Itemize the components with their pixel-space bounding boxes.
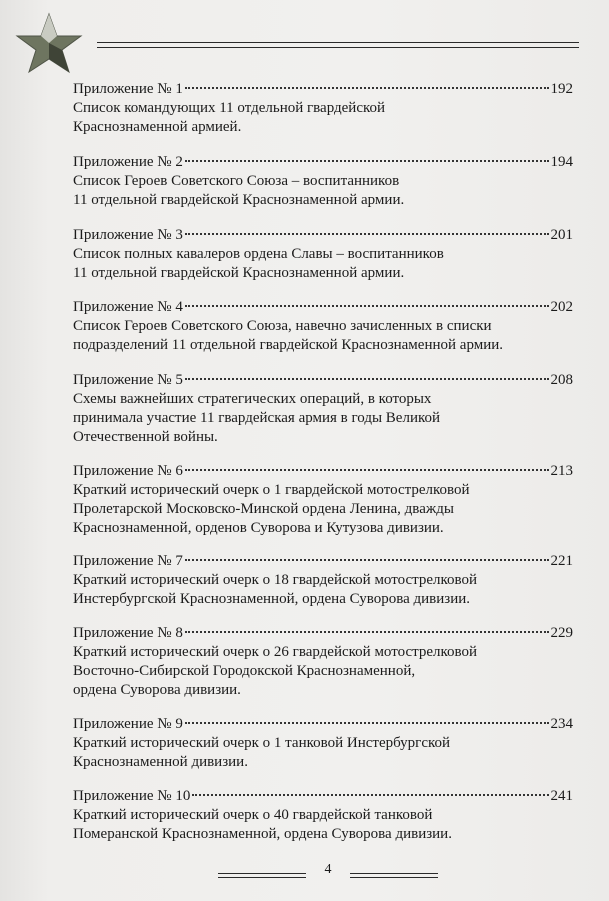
entry-description-line: принимала участие 11 гвардейская армия в годы Великой: [73, 410, 441, 426]
entry-page-number: 192: [550, 81, 573, 97]
contents-entry: [73, 298, 573, 355]
entry-description-line: Краснознаменной дивизии.: [73, 754, 248, 770]
entry-label: Приложение № 3: [73, 227, 183, 243]
dot-leader: [185, 722, 549, 724]
entry-page-number: 221: [550, 553, 573, 569]
dot-leader: [185, 87, 549, 89]
dot-leader: [185, 160, 549, 162]
page-number: 4: [324, 862, 332, 877]
entry-description-line: Краснознаменной армией.: [73, 119, 242, 135]
entry-label: Приложение № 2: [73, 154, 183, 170]
dot-leader: [185, 305, 549, 307]
dot-leader: [185, 469, 549, 471]
dot-leader: [192, 794, 548, 796]
footer-rule-right: [350, 873, 438, 878]
entry-description-line: Инстербургской Краснознаменной, ордена Суворова дивизии.: [73, 591, 471, 607]
entry-description-line: Краткий исторический очерк о 18 гвардейской мотострелковой: [73, 572, 478, 588]
entry-page-number: 241: [550, 788, 573, 804]
entry-description-line: Список Героев Советского Союза, навечно зачисленных в списки: [73, 318, 492, 334]
entry-label: Приложение № 6: [73, 463, 183, 479]
entry-description-line: 11 отдельной гвардейской Краснознаменной армии.: [73, 192, 405, 208]
entry-description-line: Краткий исторический очерк о 26 гвардейской мотострелковой: [73, 644, 478, 660]
entry-description-line: Краснознаменной, орденов Суворова и Кутузова дивизии.: [73, 520, 444, 536]
entry-description-line: Восточно-Сибирской Городокской Краснознаменной,: [73, 663, 416, 679]
contents-entry: [73, 462, 573, 538]
contents-entry: [73, 552, 573, 609]
entry-description-line: Список полных кавалеров ордена Славы – воспитанников: [73, 246, 444, 262]
entry-description-line: Список командующих 11 отдельной гвардейской: [73, 100, 386, 116]
entry-label: Приложение № 7: [73, 553, 183, 569]
contents-entry: [73, 226, 573, 283]
entry-description-line: 11 отдельной гвардейской Краснознаменной армии.: [73, 265, 405, 281]
entry-description-line: Схемы важнейших стратегических операций, в которых: [73, 391, 432, 407]
entry-label: Приложение № 5: [73, 372, 183, 388]
entry-page-number: 234: [550, 716, 573, 732]
dot-leader: [185, 559, 549, 561]
contents-entry: [73, 715, 573, 772]
contents-entry: [73, 787, 573, 844]
entry-label: Приложение № 10: [73, 788, 191, 804]
entry-page-number: 201: [550, 227, 573, 243]
entry-description-line: Отечественной войны.: [73, 429, 218, 445]
entry-label: Приложение № 8: [73, 625, 183, 641]
entry-description-line: подразделений 11 отдельной гвардейской Краснознаменной армии.: [73, 337, 504, 353]
dot-leader: [185, 631, 549, 633]
dot-leader: [185, 233, 549, 235]
entry-page-number: 194: [550, 154, 573, 170]
entry-description-line: Краткий исторический очерк о 40 гвардейской танковой: [73, 807, 433, 823]
entry-page-number: 229: [550, 625, 573, 641]
entry-label: Приложение № 4: [73, 299, 183, 315]
entry-description-line: ордена Суворова дивизии.: [73, 682, 241, 698]
contents-entry: [73, 80, 573, 137]
footer-rule-left: [218, 873, 306, 878]
entry-label: Приложение № 9: [73, 716, 183, 732]
entry-description-line: Список Героев Советского Союза – воспитанников: [73, 173, 400, 189]
contents-entry: [73, 624, 573, 700]
contents-entry: [73, 371, 573, 447]
star-emblem-icon: [14, 12, 84, 74]
entry-page-number: 213: [550, 463, 573, 479]
entry-page-number: 208: [550, 372, 573, 388]
page-footer: [0, 862, 609, 882]
entry-label: Приложение № 1: [73, 81, 183, 97]
entry-page-number: 202: [550, 299, 573, 315]
entry-description-line: Краткий исторический очерк о 1 гвардейской мотострелковой: [73, 482, 470, 498]
dot-leader: [185, 378, 549, 380]
header-rule: [97, 42, 579, 48]
entry-description-line: Померанской Краснознаменной, ордена Суворова дивизии.: [73, 826, 452, 842]
entry-description-line: Краткий исторический очерк о 1 танковой Инстербургской: [73, 735, 451, 751]
entry-description-line: Пролетарской Московско-Минской ордена Ленина, дважды: [73, 501, 454, 517]
contents-entry: [73, 153, 573, 210]
